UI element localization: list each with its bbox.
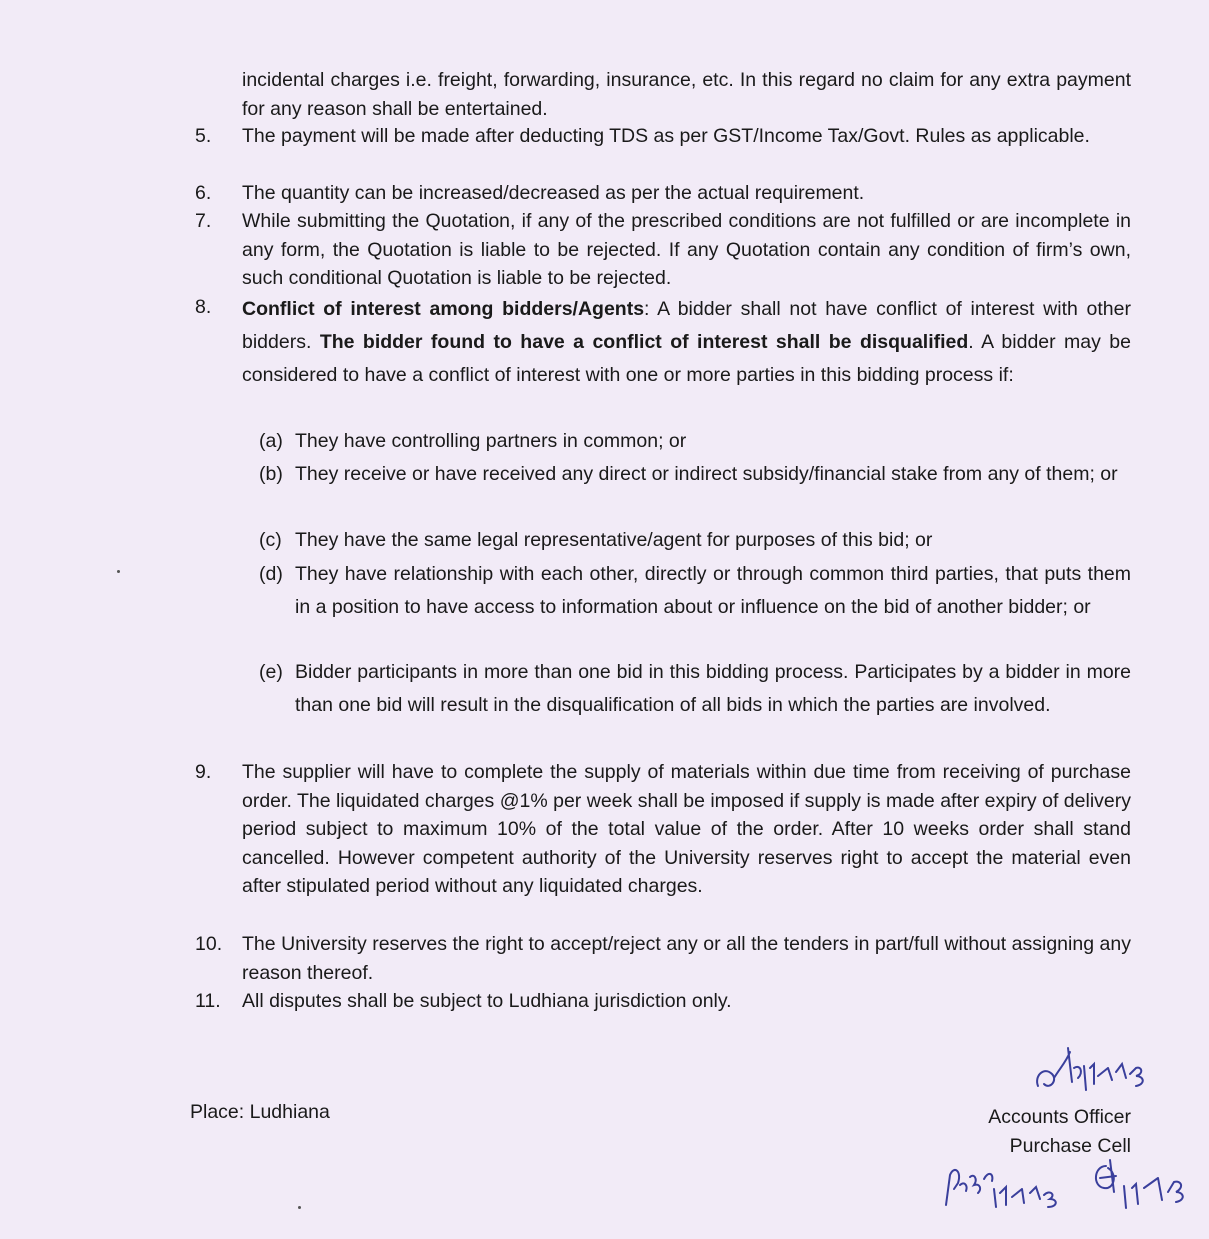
subclause-d	[259, 558, 1131, 624]
stray-mark	[117, 570, 120, 573]
subclause-label: (b)	[259, 463, 283, 485]
subclause-label: (c)	[259, 529, 282, 551]
subclause-label: (a)	[259, 430, 283, 452]
clause-number: 11.	[195, 990, 221, 1012]
clause-number: 7.	[195, 210, 212, 232]
subclause-e	[259, 656, 1131, 722]
clause-9	[195, 758, 1131, 901]
subclause-b	[259, 458, 1131, 491]
clause-text	[242, 293, 1131, 392]
clause-heading: Conflict of interest among bidders/Agents	[242, 298, 645, 320]
subclause-label: (d)	[259, 563, 283, 585]
clause-number: 10.	[195, 933, 223, 955]
clause-text: The quantity can be increased/decreased as per the actual requirement.	[242, 182, 865, 204]
stray-mark	[298, 1206, 301, 1209]
subclause-text: They have controlling partners in common; or	[295, 430, 687, 452]
clause-text-part: . A bidder may be considered to have a conflict of interest with one or more parties in this bidding process if:	[242, 331, 1132, 386]
subclause-text: They receive or have received any direct or indirect subsidy/financial stake from any of them; or	[295, 463, 1118, 485]
department: Purchase Cell	[1009, 1135, 1131, 1157]
clause-number: 8.	[195, 296, 212, 318]
clause-number: 9.	[195, 761, 212, 783]
clause-number: 6.	[195, 182, 212, 204]
subclause-text: They have relationship with each other, directly or through common third parties, that puts them in a position to have access to information about or influence on the bid of another bidder; or	[295, 563, 1131, 618]
subclause-text: They have the same legal representative/agent for purposes of this bid; or	[295, 529, 933, 551]
clause-7	[195, 207, 1131, 293]
clause-text: The payment will be made after deducting TDS as per GST/Income Tax/Govt. Rules as applicable.	[242, 125, 1090, 147]
clause-number: 5.	[195, 125, 212, 147]
clause-text: All disputes shall be subject to Ludhiana jurisdiction only.	[242, 990, 732, 1012]
signature-initials	[1032, 1038, 1157, 1098]
clause-10	[195, 930, 1131, 987]
clause-11	[195, 987, 1131, 1016]
clause-text: The supplier will have to complete the supply of materials within due time from receiving of purchase order. The liquidated charges @1% per week shall be imposed if supply is made after expiry of delivery period subject to maximum 10% of the total value of the order. After 10 weeks order shall stand cancelled. However competent authority of the University reserves right to accept the material even after stipulated period without any liquidated charges.	[242, 761, 1131, 897]
designation: Accounts Officer	[988, 1106, 1131, 1128]
subclause-c	[259, 524, 1131, 557]
place-label: Place: Ludhiana	[190, 1101, 330, 1123]
subclause-label: (e)	[259, 661, 283, 683]
subclause-text: Bidder participants in more than one bid in this bidding process. Participates by a bidder in more than one bid will result in the disqualification of all bids in which the parties are involved.	[295, 661, 1131, 716]
signature-initials-2	[940, 1155, 1090, 1215]
continuation-paragraph: incidental charges i.e. freight, forwarding, insurance, etc. In this regard no claim for any extra payment for any reason shall be entertained.	[242, 69, 1131, 120]
clause-5	[195, 122, 1131, 151]
clause-text-part: : A bidder shall not have conflict of interest with other bidders.	[242, 298, 1131, 353]
subclause-a	[259, 425, 1131, 458]
clause-bold-text: The bidder found to have a conflict of interest shall be disqualified	[319, 331, 969, 353]
clause-6	[195, 179, 1131, 208]
clause-text: The University reserves the right to accept/reject any or all the tenders in part/full without assigning any reason thereof.	[242, 933, 1131, 984]
clause-8	[195, 293, 1131, 392]
signature-initials-3	[1088, 1152, 1198, 1214]
clause-text: While submitting the Quotation, if any of the prescribed conditions are not fulfilled or are incomplete in any form, the Quotation is liable to be rejected. If any Quotation contain any condition of firm’s own, such conditional Quotation is liable to be rejected.	[242, 210, 1131, 289]
